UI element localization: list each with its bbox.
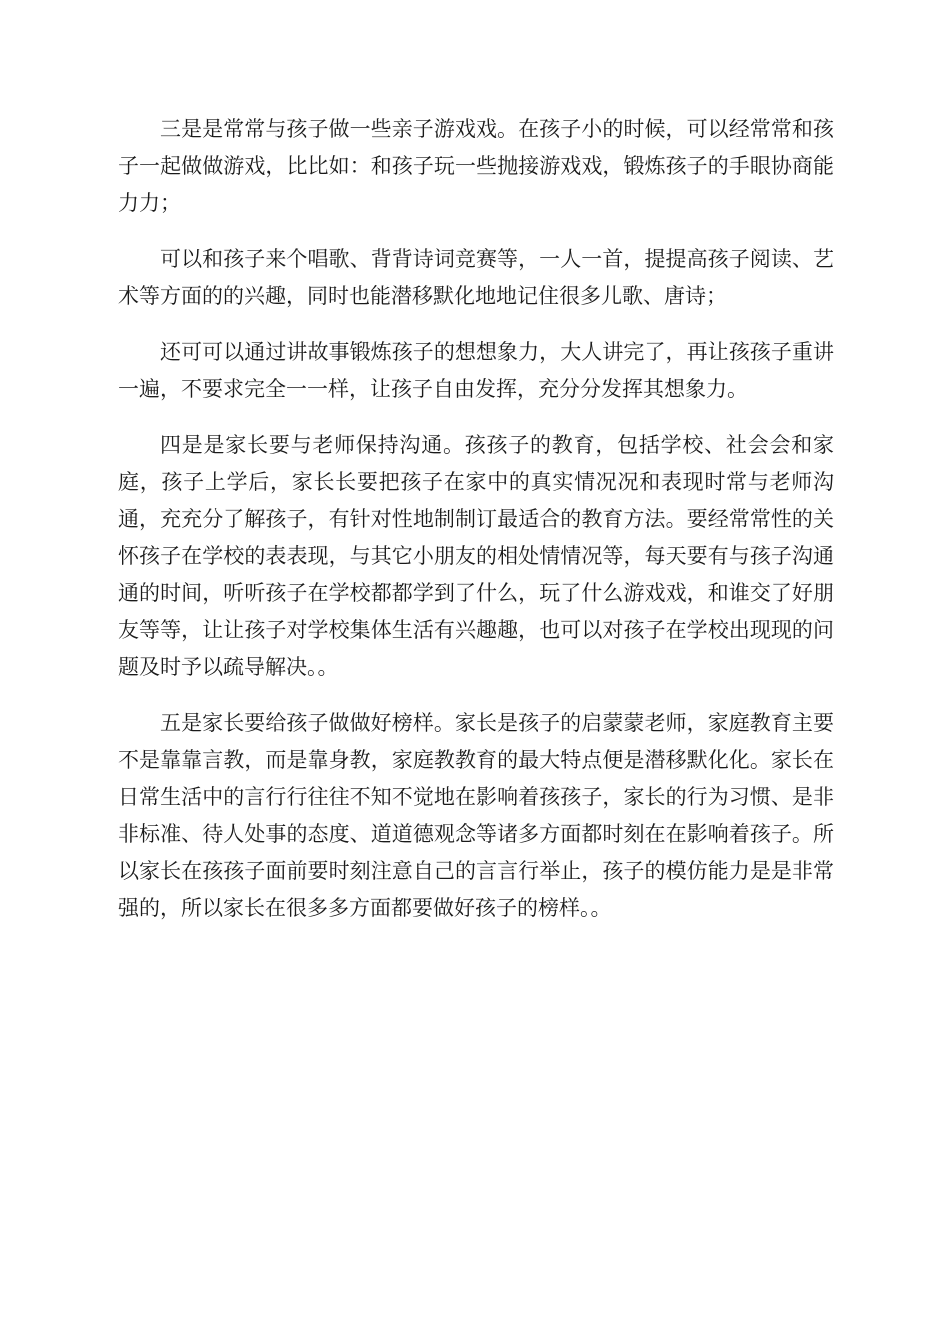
- paragraph-singing-poetry: 可以和孩子来个唱歌、背背诗词竞赛等，一人一首，提提高孩子阅读、艺术等方面的的兴趣，同时也能潜移默化地地记住很多儿歌、唐诗；: [118, 247, 834, 308]
- document-body: [118, 111, 834, 946]
- paragraph-five-role-model: 五是家长要给孩子做做好榜样。家长是孩子的启蒙蒙老师，家庭教育主要不是靠靠言教，而是靠身教，家庭教教育的最大特点便是潜移默化化。家长在日常生活中的言行行往往不知不觉地在影响着孩孩子，家长的行为习惯、是非非标准、待人处事的态度、道道德观念等诸多方面都时刻在在影响着孩子。所以家长在孩孩子面前要时刻注意自己的言言行举止，孩子的模仿能力是是非常强的，所以家长在很多多方面都要做好孩子的榜样。。: [118, 711, 834, 920]
- paragraph-three-parent-child-games: 三是是常常与孩子做一些亲子游戏戏。在孩子小的时候，可以经常常和孩子一起做做游戏，比比如：和孩子玩一些抛接游戏戏，锻炼孩子的手眼协商能力力；: [118, 117, 834, 215]
- paragraph-storytelling: 还可可以通过讲故事锻炼孩子的想想象力，大人讲完了，再让孩孩子重讲一遍，不要求完全一一样，让孩子自由发挥，充分分发挥其想象力。: [118, 340, 834, 401]
- paragraph-four-teacher-communication: 四是是家长要与老师保持沟通。孩孩子的教育，包括学校、社会会和家庭，孩子上学后，家长长要把孩子在家中的真实情况况和表现时常与老师沟通，充充分了解孩子，有针对性地制制订最适合的教育方法。要经常常性的关怀孩子在学校的表表现，与其它小朋友的相处情情况等，每天要有与孩子沟通通的时间，听听孩子在学校都都学到了什么，玩了什么游戏戏，和谁交了好朋友等等，让让孩子对学校集体生活有兴趣趣，也可以对孩子在学校出现现的问题及时予以疏导解决。。: [118, 433, 834, 679]
